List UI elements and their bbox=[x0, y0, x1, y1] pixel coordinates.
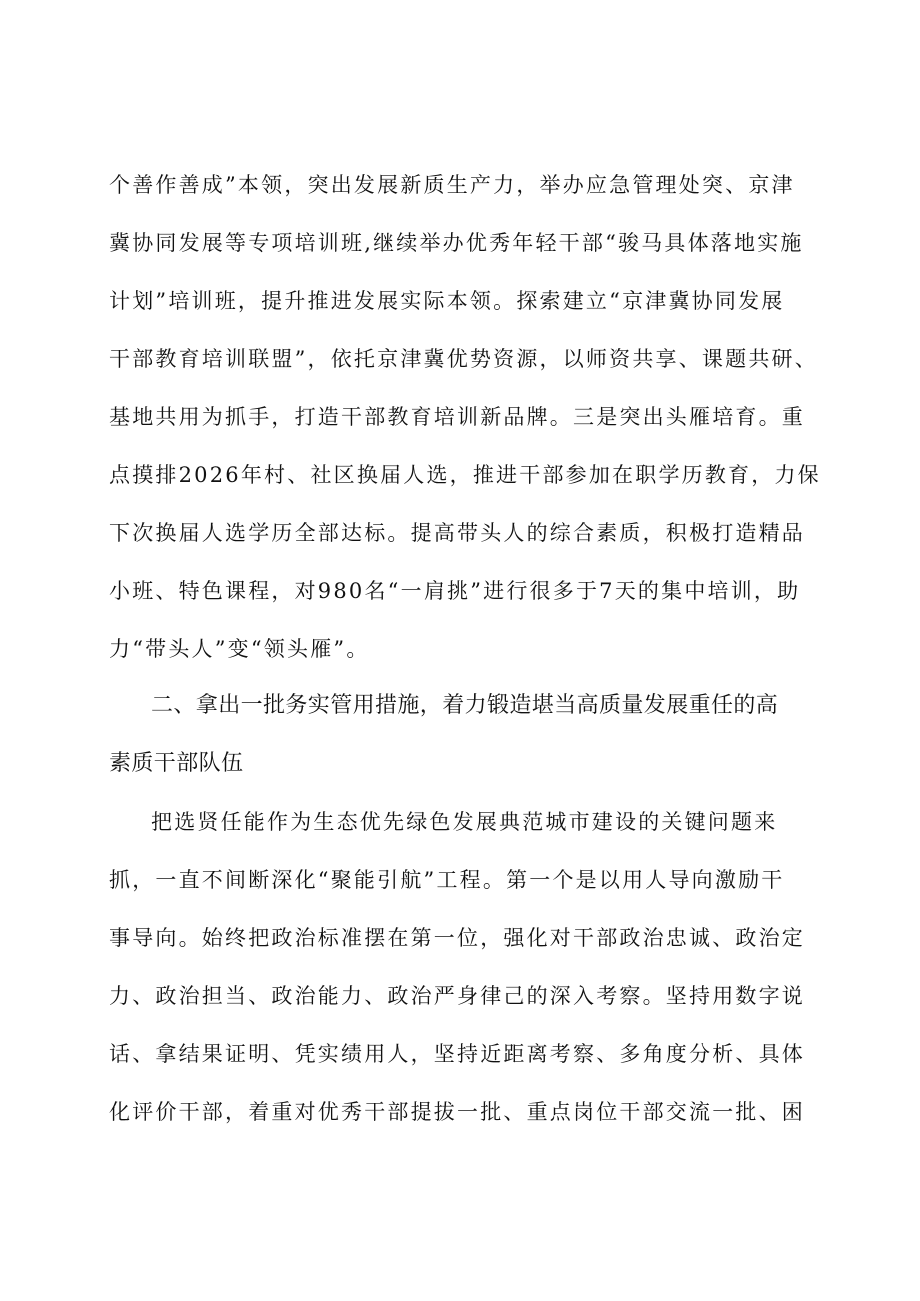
paragraph-2-line: 把选贤任能作为生态优先绿色发展典范城市建设的关键问题来 bbox=[151, 810, 778, 834]
section-heading-line: 二、拿出一批务实管用措施，着力锻造堪当高质量发展重任的高 bbox=[151, 693, 779, 718]
paragraph-1-line: 干部教育培训联盟”，依托京津冀优势资源，以师资共享、课题共研、 bbox=[109, 347, 818, 371]
paragraph-1-line: 小班、特色课程，对980名“一肩挑”进行很多于7天的集中培训，助 bbox=[109, 579, 801, 603]
paragraph-2-line: 抓，一直不间断深化“聚能引航”工程。第一个是以用人导向激励干 bbox=[109, 868, 785, 892]
paragraph-2-line: 话、拿结果证明、凭实绩用人，坚持近距离考察、多角度分析、具体 bbox=[109, 1042, 805, 1066]
section-heading-line: 素质干部队伍 bbox=[109, 751, 244, 776]
paragraph-1-line: 基地共用为抓手，打造干部教育培训新品牌。三是突出头雁培育。重 bbox=[109, 405, 805, 429]
paragraph-1-line: 冀协同发展等专项培训班,继续举办优秀年轻干部“骏马具体落地实施 bbox=[109, 231, 804, 255]
paragraph-2-line: 力、政治担当、政治能力、政治严身律己的深入考察。坚持用数字说 bbox=[109, 984, 805, 1008]
paragraph-2-line: 化评价干部，着重对优秀干部提拔一批、重点岗位干部交流一批、困 bbox=[109, 1100, 805, 1124]
paragraph-1-line: 计划”培训班，提升推进发展实际本领。探索建立“京津冀协同发展 bbox=[109, 289, 785, 313]
paragraph-1-line: 个善作善成”本领，突出发展新质生产力，举办应急管理处突、京津 bbox=[109, 173, 795, 197]
paragraph-1-line: 力“带头人”变“领头雁”。 bbox=[109, 637, 370, 661]
paragraph-2-line: 事导向。始终把政治标准摆在第一位，强化对干部政治忠诚、政治定 bbox=[109, 926, 805, 950]
paragraph-1-line: 下次换届人选学历全部达标。提高带头人的综合素质，积极打造精品 bbox=[109, 521, 805, 545]
paragraph-1-line: 点摸排2026年村、社区换届人选，推进干部参加在职学历教育，力保 bbox=[109, 463, 821, 487]
